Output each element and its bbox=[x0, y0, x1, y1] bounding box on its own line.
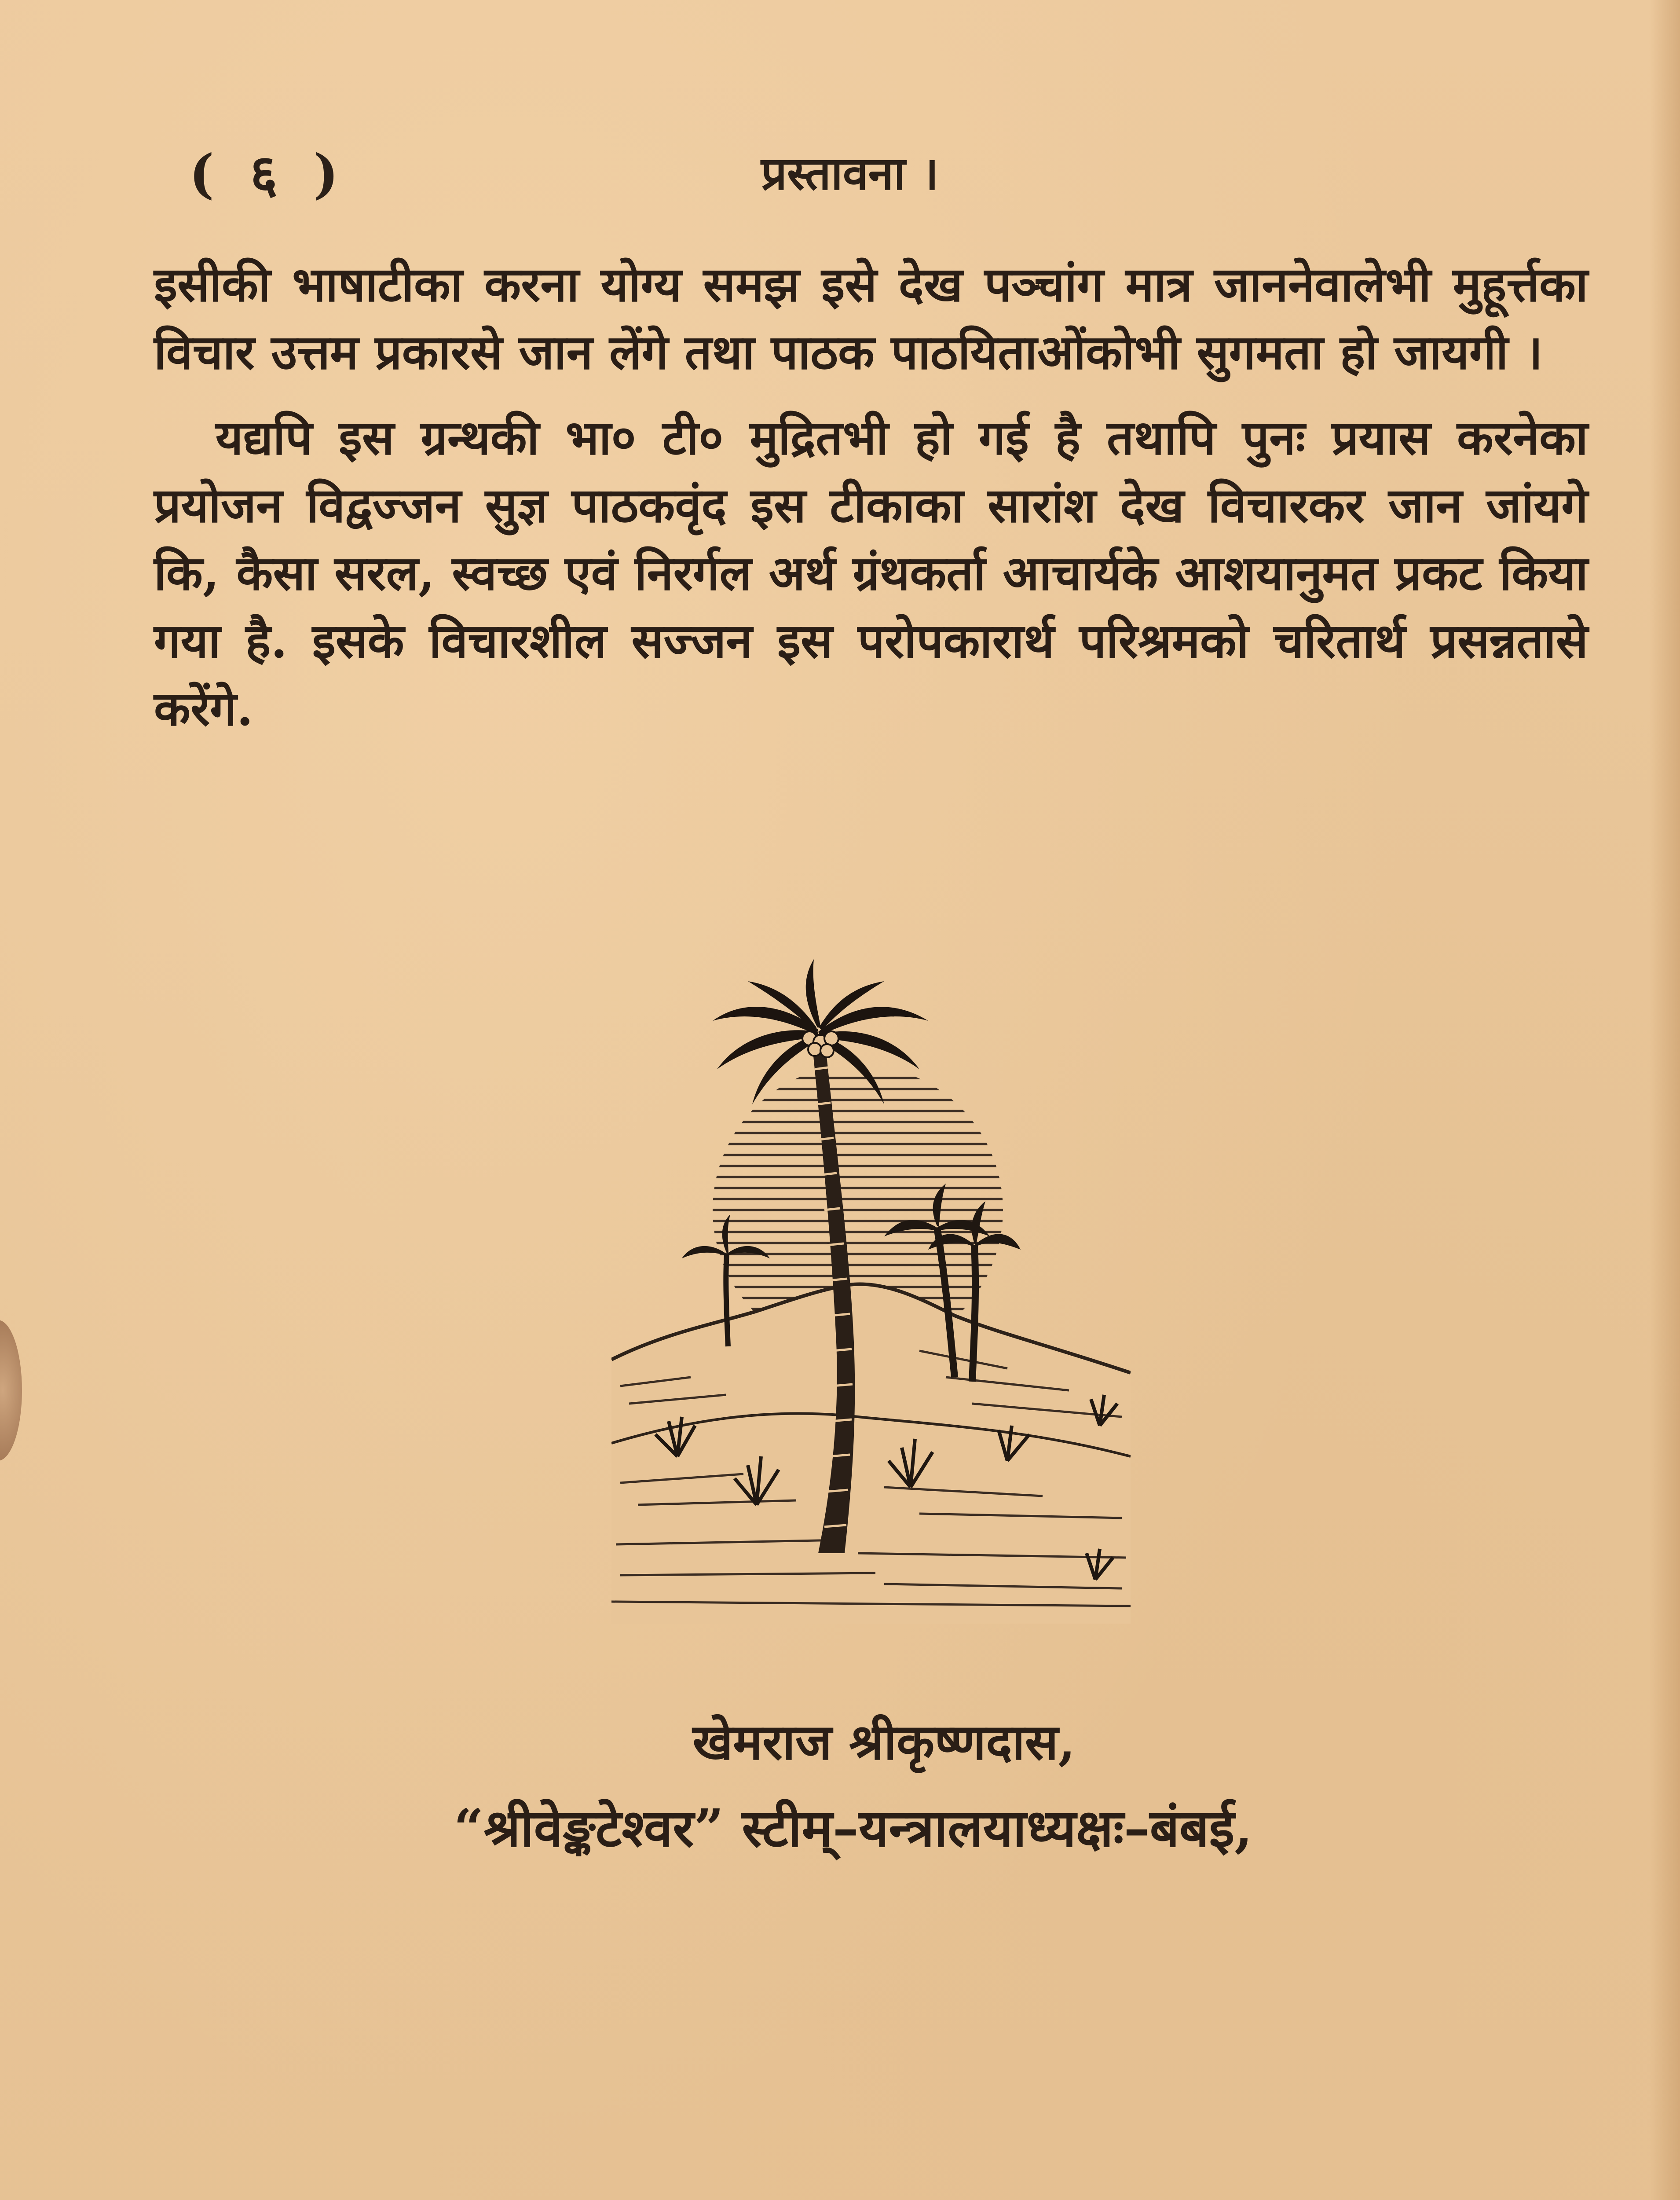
publisher-imprint bbox=[0, 1707, 1680, 1866]
publisher-name: खेमराज श्रीकृष्णदास, bbox=[692, 1713, 1076, 1771]
thumb-shadow bbox=[0, 1320, 22, 1461]
body-text bbox=[154, 251, 1588, 760]
page-edge-shadow bbox=[1649, 0, 1680, 2200]
paragraph-1: इसीकी भाषाटीका करना योग्य समझ इसे देख पञ्चांग मात्र जाननेवालेभी मुहूर्त्तका विचार उत्तम प्रकारसे जान लेंगे तथा पाठक पाठयिताओंकोभी सुगमता हो जायगी । bbox=[154, 257, 1588, 380]
page-number: ( ६ ) bbox=[189, 143, 348, 205]
press-line: “श्रीवेङ्कटेश्वर” स्टीम्–यन्त्रालयाध्यक्षः–बंबई, bbox=[454, 1797, 1253, 1859]
paragraph-2: यद्यपि इस ग्रन्थकी भा० टी० मुद्रितभी हो गई है तथापि पुनः प्रयास करनेका प्रयोजन विद्वज्जन सुज्ञ पाठकवृंद इस टीकाका सारांश देख विचारकर जान जांयगे कि, कैसा सरल, स्वच्छ एवं निरर्गल अर्थ ग्रंथकर्ता आचार्यके आशयानुमत प्रकट किया गया है. इसके विचारशील सज्जन इस परोपकारार्थ परिश्रमको चरितार्थ प्रसन्नतासे करेंगे. bbox=[154, 410, 1588, 737]
palm-tree-desert-icon bbox=[611, 937, 1131, 1624]
page-header bbox=[158, 132, 1584, 220]
running-title: प्रस्तावना । bbox=[761, 146, 939, 200]
